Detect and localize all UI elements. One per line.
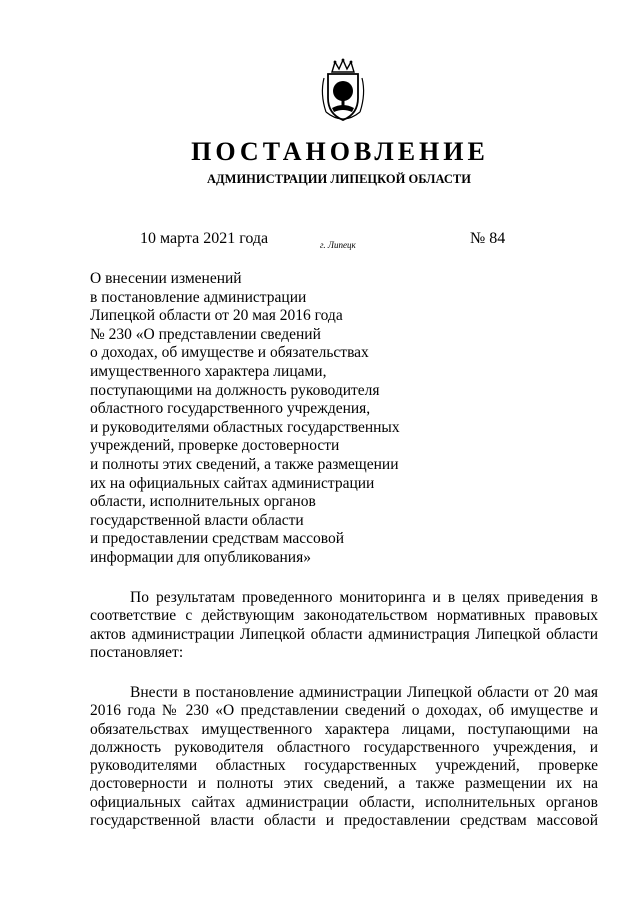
body-line: должность руководителя областного государственного учреждения, и: [90, 738, 598, 756]
document-type-title: ПОСТАНОВЛЕНИЕ: [191, 137, 489, 166]
subject-line: и руководителями областных государственных: [90, 418, 400, 436]
document-subject: [90, 270, 410, 568]
subject-line: имущественного характера лицами,: [90, 362, 327, 380]
body-line: руководителями областных государственных учреждений, проверке: [90, 757, 598, 775]
document-place: г. Липецк: [320, 240, 356, 250]
subject-line: и полноты этих сведений, а также размещении: [90, 455, 399, 473]
body-line: достоверности и полноты этих сведений, а также размещении их на: [90, 775, 598, 793]
subject-line: № 230 «О представлении сведений: [90, 325, 321, 343]
document-date: 10 марта 2021 года: [140, 230, 269, 247]
subject-line: их на официальных сайтах администрации: [90, 474, 375, 492]
preamble-line: постановляет:: [90, 643, 184, 661]
subject-line: области, исполнительных органов: [90, 493, 316, 511]
subject-line: информации для опубликования»: [90, 548, 311, 566]
body-line: обязательствах имущественного характера лицами, поступающими на: [90, 720, 598, 738]
subject-line: о доходах, об имуществе и обязательствах: [90, 344, 369, 362]
preamble-line: соответствие с действующим законодательством нормативных правовых: [90, 607, 598, 625]
issuer-title: АДМИНИСТРАЦИИ ЛИПЕЦКОЙ ОБЛАСТИ: [207, 172, 471, 186]
subject-line: поступающими на должность руководителя: [90, 381, 380, 399]
preamble-line: По результатам проведенного мониторинга и в целях приведения в: [130, 589, 598, 606]
body-line: государственной власти области и предоставлении средствам массовой: [90, 812, 598, 830]
subject-line: учреждений, проверке достоверности: [90, 437, 340, 455]
document-number: № 84: [470, 230, 506, 247]
subject-line: Липецкой области от 20 мая 2016 года: [90, 307, 343, 325]
subject-line: О внесении изменений: [90, 270, 242, 287]
subject-line: и предоставлении средствам массовой: [90, 530, 344, 548]
subject-line: областного государственного учреждения,: [90, 400, 371, 418]
body-line: официальных сайтах администрации области, исполнительных органов: [90, 793, 598, 811]
body-paragraph: [90, 684, 598, 830]
subject-line: государственной власти области: [90, 511, 304, 529]
body-line: Внести в постановление администрации Липецкой области от 20 мая: [130, 684, 598, 701]
coat-of-arms-icon: [318, 58, 368, 126]
preamble-line: актов администрации Липецкой области администрация Липецкой области: [90, 625, 598, 643]
preamble-paragraph: [90, 589, 598, 662]
subject-line: в постановление администрации: [90, 288, 307, 306]
body-line: 2016 года № 230 «О представлении сведений о доходах, об имуществе и: [90, 702, 598, 720]
